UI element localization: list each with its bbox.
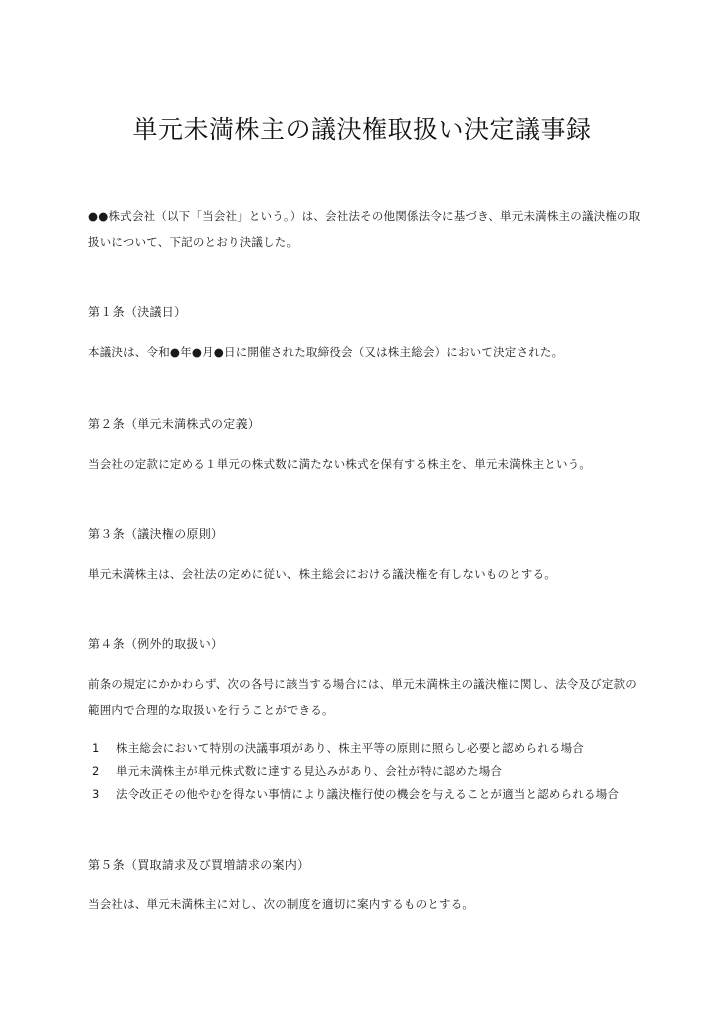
article-5-heading: 第５条（買取請求及び買増請求の案内）	[88, 858, 310, 872]
item-number: 1	[92, 741, 100, 755]
article-2-heading: 第２条（単元未満株式の定義）	[88, 417, 261, 431]
list-item	[88, 737, 658, 760]
item-text: 法令改正その他やむを得ない事情により議決権行使の機会を与えることが適当と認められる場合	[116, 787, 620, 801]
article-4-body: 前条の規定にかかわらず、次の各号に該当する場合には、単元未満株主の議決権に関し、法令及び定款の範囲内で合理的な取扱いを行うことができる。	[88, 677, 637, 717]
item-number: 2	[92, 764, 100, 778]
document-title: 単元未満株主の議決権取扱い決定議事録	[132, 115, 592, 144]
item-number: 3	[92, 787, 100, 801]
article-4-items	[88, 737, 658, 806]
article-2-body: 当会社の定款に定める１単元の株式数に満たない株式を保有する株主を、単元未満株主という。	[88, 457, 592, 471]
item-text: 株主総会において特別の決議事項があり、株主平等の原則に照らし必要と認められる場合	[116, 741, 584, 755]
article-3-heading: 第３条（議決権の原則）	[88, 527, 224, 541]
article-5-body: 当会社は、単元未満株主に対し、次の制度を適切に案内するものとする。	[88, 897, 475, 911]
article-4-heading: 第４条（例外的取扱い）	[88, 637, 224, 651]
article-1-heading: 第１条（決議日）	[88, 305, 187, 319]
article-3-body: 単元未満株主は、会社法の定めに従い、株主総会における議決権を有しないものとする。	[88, 567, 556, 581]
list-item	[88, 783, 658, 806]
intro-paragraph: ●●株式会社（以下「当会社」という。）は、会社法その他関係法令に基づき、単元未満株主の議決権の取扱いについて、下記のとおり決議した。	[88, 209, 641, 249]
item-text: 単元未満株主が単元株式数に達する見込みがあり、会社が特に認めた場合	[116, 764, 503, 778]
list-item	[88, 760, 658, 783]
article-1-body: 本議決は、令和●年●月●日に開催された取締役会（又は株主総会）において決定された。	[88, 345, 564, 359]
